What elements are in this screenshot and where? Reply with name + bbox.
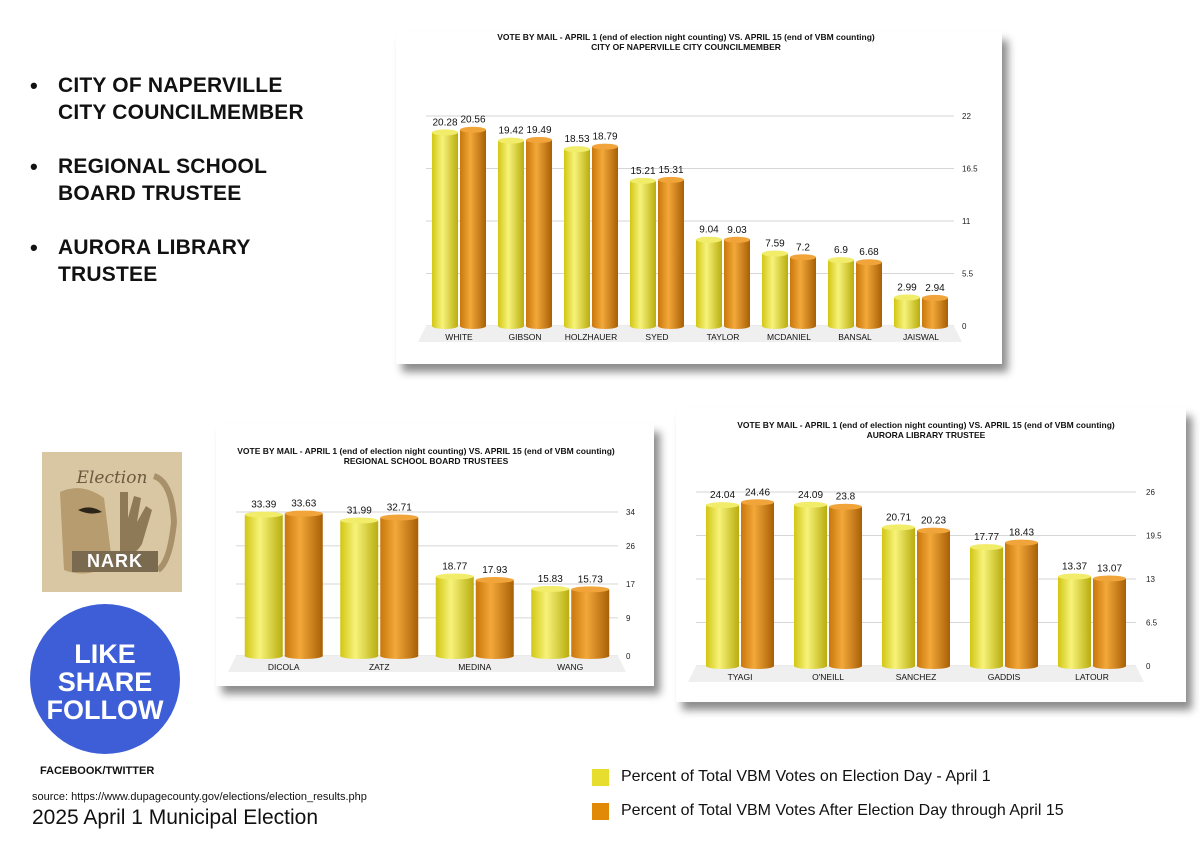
y-tick-label: 0 bbox=[962, 322, 967, 331]
like-share-follow-badge[interactable] bbox=[30, 604, 180, 754]
bar-top bbox=[1058, 574, 1091, 580]
social-platforms: FACEBOOK/TWITTER bbox=[40, 765, 155, 777]
category-label: GADDIS bbox=[987, 672, 1021, 682]
chart-subtitle: REGIONAL SCHOOL BOARD TRUSTEES bbox=[343, 456, 509, 466]
category-label: SYED bbox=[645, 332, 669, 342]
y-tick-label: 5.5 bbox=[962, 269, 974, 279]
bar-base bbox=[630, 323, 656, 329]
bar-base bbox=[922, 323, 948, 329]
bar bbox=[762, 254, 788, 326]
bar-top bbox=[564, 146, 590, 152]
data-label: 33.63 bbox=[291, 498, 317, 510]
bar bbox=[917, 531, 950, 666]
bar-top bbox=[476, 577, 514, 583]
legend bbox=[592, 760, 1064, 828]
election-nark-logo bbox=[42, 452, 182, 592]
bar-top bbox=[571, 586, 609, 592]
category-label: TYAGI bbox=[727, 672, 753, 682]
race-bullet-library bbox=[30, 234, 360, 288]
chart-title bbox=[216, 446, 636, 466]
bar-top bbox=[531, 586, 569, 592]
bar-base bbox=[531, 653, 569, 659]
bar-base bbox=[526, 323, 552, 329]
bar-base bbox=[658, 323, 684, 329]
data-label: 9.04 bbox=[699, 224, 719, 236]
data-label: 7.59 bbox=[765, 238, 785, 250]
data-label: 24.46 bbox=[744, 487, 771, 499]
y-tick-label: 9 bbox=[626, 613, 631, 623]
legend-item-april15 bbox=[592, 794, 1064, 828]
bar bbox=[340, 521, 378, 656]
bar bbox=[970, 547, 1003, 666]
bar-top bbox=[882, 524, 915, 530]
data-label: 6.68 bbox=[859, 247, 879, 259]
bar bbox=[531, 589, 569, 656]
bar-base bbox=[571, 653, 609, 659]
bar bbox=[741, 502, 774, 666]
data-label: 6.9 bbox=[834, 245, 848, 257]
bar bbox=[706, 505, 739, 666]
category-label: LATOUR bbox=[1075, 672, 1109, 682]
bar-top bbox=[526, 137, 552, 143]
bar-top bbox=[436, 574, 474, 580]
race-list bbox=[30, 72, 360, 315]
chart-subtitle: CITY OF NAPERVILLE CITY COUNCILMEMBER bbox=[591, 42, 781, 52]
category-label: TAYLOR bbox=[706, 332, 740, 342]
bar bbox=[882, 527, 915, 666]
bar-top bbox=[380, 514, 418, 520]
data-label: 19.49 bbox=[526, 124, 552, 136]
bar-base bbox=[498, 323, 524, 329]
bar-top bbox=[790, 254, 816, 260]
y-tick-label: 22 bbox=[962, 112, 971, 121]
data-label: 2.94 bbox=[925, 282, 945, 294]
bar bbox=[498, 141, 524, 326]
bar bbox=[380, 517, 418, 656]
bar-top bbox=[1093, 576, 1126, 582]
category-label: DICOLA bbox=[267, 662, 300, 672]
chart-library-svg bbox=[676, 408, 1186, 702]
chart-title bbox=[676, 420, 1176, 440]
bar-base bbox=[741, 663, 774, 669]
data-label: 20.71 bbox=[885, 512, 912, 524]
y-tick-label: 16.5 bbox=[962, 164, 978, 174]
legend-label: Percent of Total VBM Votes on Election Day - April 1 bbox=[621, 768, 991, 785]
bar bbox=[432, 132, 458, 326]
bar-base bbox=[460, 323, 486, 329]
y-tick-label: 17 bbox=[626, 580, 635, 589]
category-label: WANG bbox=[557, 662, 584, 672]
data-label: 13.37 bbox=[1061, 561, 1088, 573]
bar bbox=[1005, 543, 1038, 666]
y-tick-label: 34 bbox=[626, 508, 635, 517]
category-label: MEDINA bbox=[458, 662, 492, 672]
bar-base bbox=[706, 663, 739, 669]
bar-top bbox=[592, 144, 618, 150]
footer-title: 2025 April 1 Municipal Election bbox=[32, 806, 319, 829]
y-tick-label: 11 bbox=[962, 217, 971, 226]
y-tick-label: 13 bbox=[1146, 575, 1155, 584]
bar bbox=[828, 260, 854, 326]
chart-title bbox=[396, 32, 976, 52]
bar-base bbox=[724, 323, 750, 329]
bullet-dot: • bbox=[30, 235, 38, 260]
bar-base bbox=[696, 323, 722, 329]
category-label: O'NEILL bbox=[812, 672, 844, 682]
badge-text: LIKE SHARE FOLLOW bbox=[46, 639, 164, 725]
data-label: 18.77 bbox=[442, 561, 468, 573]
bar-base bbox=[432, 323, 458, 329]
race-label: AURORA LIBRARY TRUSTEE bbox=[58, 236, 251, 286]
bar-base bbox=[829, 663, 862, 669]
data-label: 17.77 bbox=[973, 532, 1000, 544]
bar bbox=[436, 577, 474, 656]
chart-floor bbox=[418, 326, 962, 342]
data-label: 17.93 bbox=[482, 565, 508, 577]
chart-subtitle: AURORA LIBRARY TRUSTEE bbox=[866, 430, 986, 440]
bar bbox=[460, 130, 486, 326]
y-tick-label: 19.5 bbox=[1146, 531, 1162, 541]
bar-top bbox=[460, 127, 486, 133]
bar bbox=[894, 297, 920, 326]
race-label: CITY OF NAPERVILLE CITY COUNCILMEMBER bbox=[58, 74, 304, 124]
category-label: HOLZHAUER bbox=[564, 332, 618, 342]
bar-base bbox=[1058, 663, 1091, 669]
race-bullet-naperville bbox=[30, 72, 360, 126]
data-label: 13.07 bbox=[1096, 563, 1123, 575]
chart-title-line: VOTE BY MAIL - APRIL 1 (end of election night counting) VS. APRIL 15 (end of VBM counting) bbox=[737, 420, 1115, 430]
category-label: JAISWAL bbox=[902, 332, 940, 342]
chart-naperville-panel bbox=[396, 32, 1002, 364]
bar bbox=[856, 262, 882, 326]
data-label: 24.09 bbox=[797, 489, 824, 501]
bar-top bbox=[917, 528, 950, 534]
chart-title-line: VOTE BY MAIL - APRIL 1 (end of election night counting) VS. APRIL 15 (end of VBM counting) bbox=[237, 446, 615, 456]
y-tick-label: 0 bbox=[1146, 662, 1151, 671]
bar bbox=[658, 180, 684, 326]
category-label: GIBSON bbox=[508, 332, 542, 342]
bar-base bbox=[894, 323, 920, 329]
bar bbox=[790, 257, 816, 326]
data-label: 20.56 bbox=[460, 114, 486, 126]
bullet-dot: • bbox=[30, 73, 38, 98]
bar-base bbox=[476, 653, 514, 659]
bar-top bbox=[828, 257, 854, 263]
data-label: 9.03 bbox=[727, 224, 747, 236]
bar-top bbox=[829, 504, 862, 510]
bar-base bbox=[1093, 663, 1126, 669]
category-label: WHITE bbox=[445, 332, 473, 342]
data-label: 19.42 bbox=[498, 125, 524, 137]
category-label: SANCHEZ bbox=[895, 672, 937, 682]
bar-top bbox=[1005, 540, 1038, 546]
bar-top bbox=[630, 178, 656, 184]
bar-base bbox=[285, 653, 323, 659]
bar-base bbox=[970, 663, 1003, 669]
bar-top bbox=[498, 138, 524, 144]
chart-library-panel bbox=[676, 408, 1186, 702]
bar bbox=[476, 580, 514, 656]
y-tick-label: 26 bbox=[1146, 488, 1155, 497]
bar-base bbox=[245, 653, 283, 659]
y-tick-label: 6.5 bbox=[1146, 618, 1158, 628]
bar-top bbox=[794, 502, 827, 508]
logo-word: Election bbox=[76, 468, 148, 488]
bar-base bbox=[564, 323, 590, 329]
data-label: 2.99 bbox=[897, 282, 917, 294]
bar-top bbox=[658, 177, 684, 183]
bar bbox=[564, 149, 590, 326]
y-tick-label: 0 bbox=[626, 652, 631, 661]
bar-top bbox=[922, 295, 948, 301]
bar bbox=[245, 515, 283, 656]
bar-base bbox=[828, 323, 854, 329]
y-tick-label: 26 bbox=[626, 541, 635, 551]
data-label: 24.04 bbox=[709, 490, 736, 502]
bar-top bbox=[856, 259, 882, 265]
bar bbox=[526, 140, 552, 326]
data-label: 20.28 bbox=[432, 117, 458, 129]
bar-base bbox=[380, 653, 418, 659]
race-bullet-school-board bbox=[30, 153, 360, 207]
data-label: 15.21 bbox=[630, 165, 656, 177]
bar bbox=[794, 505, 827, 666]
data-label: 20.23 bbox=[920, 515, 947, 527]
legend-item-april1 bbox=[592, 760, 1064, 794]
bar bbox=[1093, 579, 1126, 666]
data-label: 15.83 bbox=[537, 573, 563, 585]
bar bbox=[630, 181, 656, 326]
legend-swatch bbox=[592, 769, 609, 786]
data-label: 31.99 bbox=[346, 505, 372, 517]
bar-top bbox=[285, 511, 323, 517]
data-label: 18.79 bbox=[592, 131, 618, 143]
bar bbox=[724, 240, 750, 326]
bar-base bbox=[436, 653, 474, 659]
bar-top bbox=[724, 237, 750, 243]
category-label: MCDANIEL bbox=[767, 332, 811, 342]
bar-base bbox=[794, 663, 827, 669]
data-label: 33.39 bbox=[251, 499, 277, 511]
bar-top bbox=[741, 499, 774, 505]
bar bbox=[592, 147, 618, 326]
data-label: 7.2 bbox=[796, 242, 810, 254]
bar-base bbox=[1005, 663, 1038, 669]
legend-swatch bbox=[592, 803, 609, 820]
category-label: ZATZ bbox=[368, 662, 390, 672]
bar-top bbox=[762, 251, 788, 257]
bar bbox=[829, 507, 862, 666]
bar-base bbox=[882, 663, 915, 669]
bar-base bbox=[340, 653, 378, 659]
data-label: 18.53 bbox=[564, 134, 590, 146]
bar bbox=[922, 298, 948, 326]
logo-nark: NARK bbox=[72, 551, 158, 572]
bar bbox=[696, 240, 722, 326]
chart-naperville-svg bbox=[396, 32, 1002, 364]
bullet-dot: • bbox=[30, 154, 38, 179]
bar-base bbox=[856, 323, 882, 329]
bar-base bbox=[917, 663, 950, 669]
legend-label: Percent of Total VBM Votes After Election Day through April 15 bbox=[621, 802, 1064, 819]
bar-base bbox=[592, 323, 618, 329]
race-label: REGIONAL SCHOOL BOARD TRUSTEE bbox=[58, 155, 268, 205]
bar bbox=[285, 514, 323, 656]
bar-base bbox=[790, 323, 816, 329]
bar-top bbox=[706, 502, 739, 508]
data-label: 32.71 bbox=[386, 502, 412, 514]
bar-top bbox=[970, 544, 1003, 550]
bar-top bbox=[245, 512, 283, 518]
bar-top bbox=[894, 294, 920, 300]
source-note: source: https://www.dupagecounty.gov/elections/election_results.php bbox=[32, 791, 367, 803]
bar-top bbox=[696, 237, 722, 243]
bar bbox=[571, 589, 609, 656]
chart-school-board-panel bbox=[216, 424, 654, 686]
bar-top bbox=[432, 129, 458, 135]
data-label: 23.8 bbox=[835, 491, 856, 503]
data-label: 15.31 bbox=[658, 164, 684, 176]
chart-title-line: VOTE BY MAIL - APRIL 1 (end of election night counting) VS. APRIL 15 (end of VBM counting) bbox=[497, 32, 875, 42]
data-label: 18.43 bbox=[1008, 527, 1035, 539]
data-label: 15.73 bbox=[577, 574, 603, 586]
bar-top bbox=[340, 518, 378, 524]
bar-base bbox=[762, 323, 788, 329]
category-label: BANSAL bbox=[838, 332, 872, 342]
bar bbox=[1058, 577, 1091, 666]
